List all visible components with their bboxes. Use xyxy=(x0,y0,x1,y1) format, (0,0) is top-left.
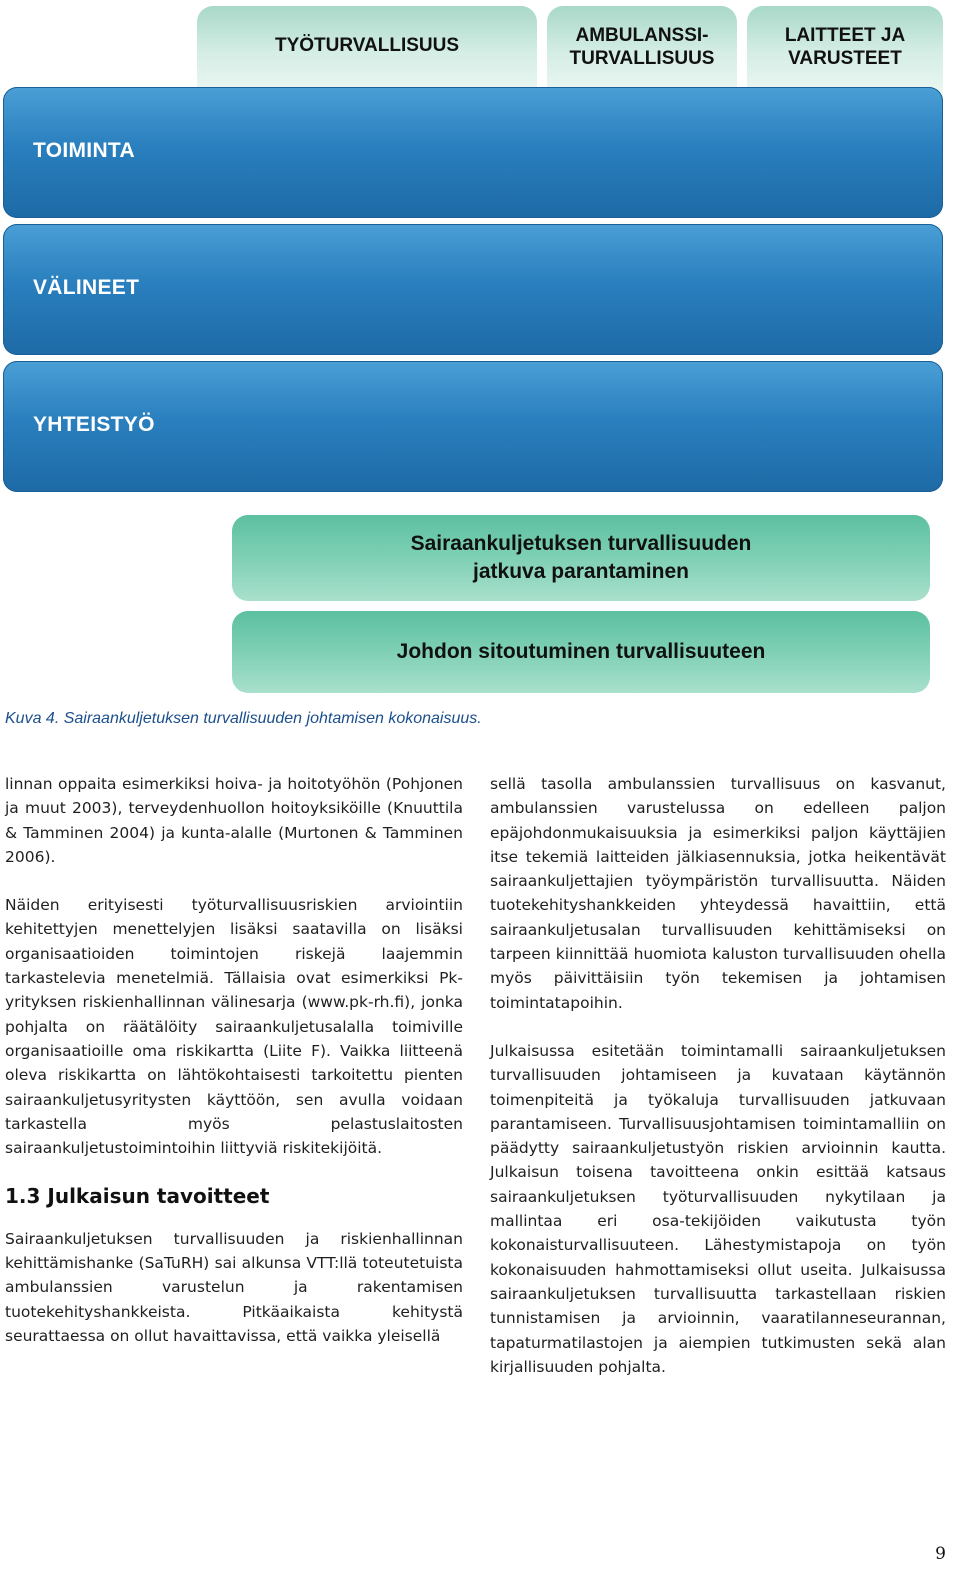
base-label: Johdon sitoutuminen turvallisuuteen xyxy=(396,640,766,663)
paragraph: sellä tasolla ambulanssien turvallisuus on kasvanut, ambulanssien varustelussa on edelleen paljon epäjohdonmukaisuuksia ja esimerkiksi paljon käyttäjien itse tekemiä laitteiden jälkiasennuksia, jotka heikentävät sairaankuljettajien työympäristön turvallisuutta. Näiden tuotekehityshankkeiden yhteydessä havaittiin, että sairaankuljetusalan turvallisuuden kehittämiseksi on tarpeen kiinnittää huomiota kaluston turvallisuuden ohella myös päivittäisiin työn tekemisen ja johtamisen toimintatapoihin. xyxy=(490,775,946,1012)
base-label: Sairaankuljetuksen turvallisuuden jatkuva parantaminen xyxy=(410,532,752,583)
row-label: YHTEISTYÖ xyxy=(33,413,155,436)
base-bar-management-commitment xyxy=(232,611,930,693)
left-text-column xyxy=(5,772,463,1372)
paragraph: Julkaisussa esitetään toimintamalli sairaankuljetuksen turvallisuuden johtamiseen ja kuvataan käytännön toimenpiteitä ja työkaluja turvallisuuden jatkuvaan parantamiseen. Turvallisuusjohtamisen toimintamalliin on päädytty sairaankuljetustyön riskien arvioinnin kautta. Julkaisun toisena tavoitteena onkin esittää katsaus sairaankuljetuksen työturvallisuuden nykytilaan ja mallintaa eri osa-tekijöiden vaikutusta työn kokonaisturvallisuuteen. Lähestymistapoja on työn kokonaisuuden hahmottamiseksi ollut useita. Julkaisussa sairaankuljetuksen turvallisuutta tarkastellaan riskien tunnistamisen ja arvioinnin, vaaratilanneseurannan, tapaturmatilastojen ja aiempien tutkimusten sekä alan kirjallisuuden pohjalta. xyxy=(490,1041,946,1376)
column-header-equipment xyxy=(747,6,943,98)
column-header-label: LAITTEET JA VARUSTEET xyxy=(784,25,906,69)
column-header-label: TYÖTURVALLISUUS xyxy=(274,35,460,56)
page-number: 9 xyxy=(935,1544,946,1564)
row-bar-cooperation xyxy=(3,361,943,492)
column-header-occupational-safety xyxy=(197,6,537,98)
right-text-column xyxy=(490,772,946,1403)
row-bar-tools xyxy=(3,224,943,355)
section-heading: 1.3 Julkaisun tavoitteet xyxy=(5,1184,270,1209)
column-header-ambulance-safety xyxy=(547,6,737,98)
row-label: VÄLINEET xyxy=(33,276,140,299)
safety-management-diagram xyxy=(0,0,960,710)
paragraph: Sairaankuljetuksen turvallisuuden ja riskienhallinnan kehittämishanke (SaTuRH) sai alkunsa VTT:llä toteutetuista ambulanssien varustelun ja rakentamisen tuotekehityshankkeista. Pitkäaikaista kehitystä seurattaessa on ollut havaittavissa, että vaikka yleisellä xyxy=(5,1229,463,1345)
row-label: TOIMINTA xyxy=(33,139,135,162)
column-header-label: AMBULANSSI- TURVALLISUUS xyxy=(569,25,715,69)
figure-caption: Kuva 4. Sairaankuljetuksen turvallisuuden johtamisen kokonaisuus. xyxy=(5,710,482,727)
row-bar-operations xyxy=(3,87,943,218)
base-bar-continuous-improvement xyxy=(232,515,930,601)
paragraph: linnan oppaita esimerkiksi hoiva- ja hoitotyöhön (Pohjonen ja muut 2003), terveydenhuollon hoitoyksiköille (Knuuttila & Tamminen 2004) ja kunta-alalle (Murtonen & Tamminen 2006). xyxy=(5,775,463,866)
paragraph: Näiden erityisesti työturvallisuusriskien arviointiin kehitettyjen menettelyjen lisäksi saatavilla on lisäksi organisaatioiden toimintojen riskejä laajemmin tarkastelevia menetelmiä. Tällaisia ovat esimerkiksi Pk-yrityksen riskienhallinnan välinesarja (www.pk-rh.fi), jonka pohjalta on räätälöity sairaankuljetusalalla toimiville organisaatioille oma riskikartta (Liite F). Vaikka liitteenä oleva riskikartta on lähtökohtaisesti tarkoitettu pienten sairaankuljetusyritysten käyttöön, sen avulla voidaan tarkastella myös pelastuslaitosten sairaankuljetustoimintoihin liittyviä riskitekijöitä. xyxy=(5,896,463,1158)
